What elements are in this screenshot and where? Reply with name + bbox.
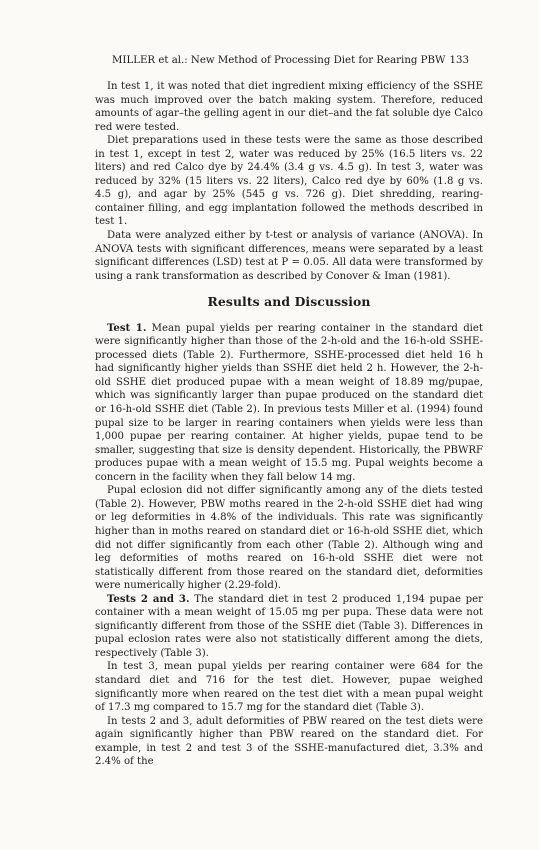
running-title: MILLER et al.: New Method of Processing Diet for Rearing PBW [112, 55, 446, 66]
paragraph-text: Pupal eclosion did not differ significantly among any of the diets tested (Table 2). However, PBW moths reared in the 2-h-old SSHE diet had wing or leg deformities in 4.8% of the individuals. This rate was significantly higher than in moths reared on standard diet or 16-h-old SSHE diet, which did not differ significantly from each other (Table 2). Although wing and leg deformities of moths reared on 16-h-old SSHE diet were not statistically different from those reared on the standard diet, deformities were numerically higher (2.29-fold). [95, 485, 483, 592]
page-number: 133 [449, 55, 469, 66]
paragraph [95, 484, 483, 592]
run-in-heading: Tests 2 and 3. [107, 592, 190, 605]
paragraph [95, 715, 483, 769]
paragraph [95, 322, 483, 485]
paragraph-text: In test 3, mean pupal yields per rearing container were 684 for the standard diet and 716 for the test diet. However, pupae weighed significantly more when reared on the test diet with a mean pupal weight of 17.3 mg compared to 15.7 mg for the standard diet (Table 3). [95, 661, 483, 714]
paragraph [95, 660, 483, 714]
paragraph: Data were analyzed either by t-test or analysis of variance (ANOVA). In ANOVA tests with significant differences, means were separated by a least significant differences (LSD) test at P = 0.05. All data were transformed by using a rank transformation as described by Conover & Iman (1981). [95, 230, 483, 282]
paragraph-text: In tests 2 and 3, adult deformities of PBW reared on the test diets were again significantly higher than PBW reared on the standard diet. For example, in test 2 and test 3 of the SSHE-manufactured diet, 3.3% and 2.4% of the [95, 715, 483, 768]
paragraph-text: Mean pupal yields per rearing container in the standard diet were significantly higher than those of the 2-h-old and the 16-h-old SSHE-processed diets (Table 2). Furthermore, SSHE-processed diet held 16 h had significantly higher yields than SSHE diet held 2 h. However, the 2-h-old SSHE diet produced pupae with a mean weight of 18.89 mg/pupae, which was significantly larger than pupae produced on the standard diet or 16-h-old SSHE diet (Table 2). In previous tests Miller et al. (1994) found pupal size to be larger in rearing containers when yields were less than 1,000 pupae per rearing container. At higher yields, pupae tend to be smaller, suggesting that size is density dependent. Historically, the PBWRF produces pupae with a mean weight of 15.5 mg. Pupal weights become a concern in the facility when they fall below 14 mg. [95, 322, 483, 483]
run-in-heading: Test 1. [107, 321, 147, 334]
section-heading: Results and Discussion [207, 294, 371, 310]
paragraph: Diet preparations used in these tests were the same as those described in test 1, except in test 2, water was reduced by 25% (16.5 liters vs. 22 liters) and red Calco dye by 24.4% (3.4 g vs. 4.5 g). In test 3, water was reduced by 32% (15 liters vs. 22 liters), Calco red dye by 60% (1.8 g vs. 4.5 g), and agar by 25% (545 g vs. 726 g). Diet shredding, rearing-container filling, and egg implantation followed the methods described in test 1. [95, 135, 483, 228]
paragraph: In test 1, it was noted that diet ingredient mixing efficiency of the SSHE was much improved over the batch making system. Therefore, reduced amounts of agar–the gelling agent in our diet–and the fat soluble dye Calco red were tested. [95, 81, 483, 133]
running-header [112, 55, 469, 66]
paragraph-text: The standard diet in test 2 produced 1,194 pupae per container with a mean weight of 15.05 mg per pupa. These data were not significantly different from those of the SSHE diet (Table 3). Differences in pupal eclosion rates were also not statistically different among the diets, respectively (Table 3). [95, 593, 483, 659]
paragraph [95, 593, 483, 661]
body-text [95, 80, 483, 769]
